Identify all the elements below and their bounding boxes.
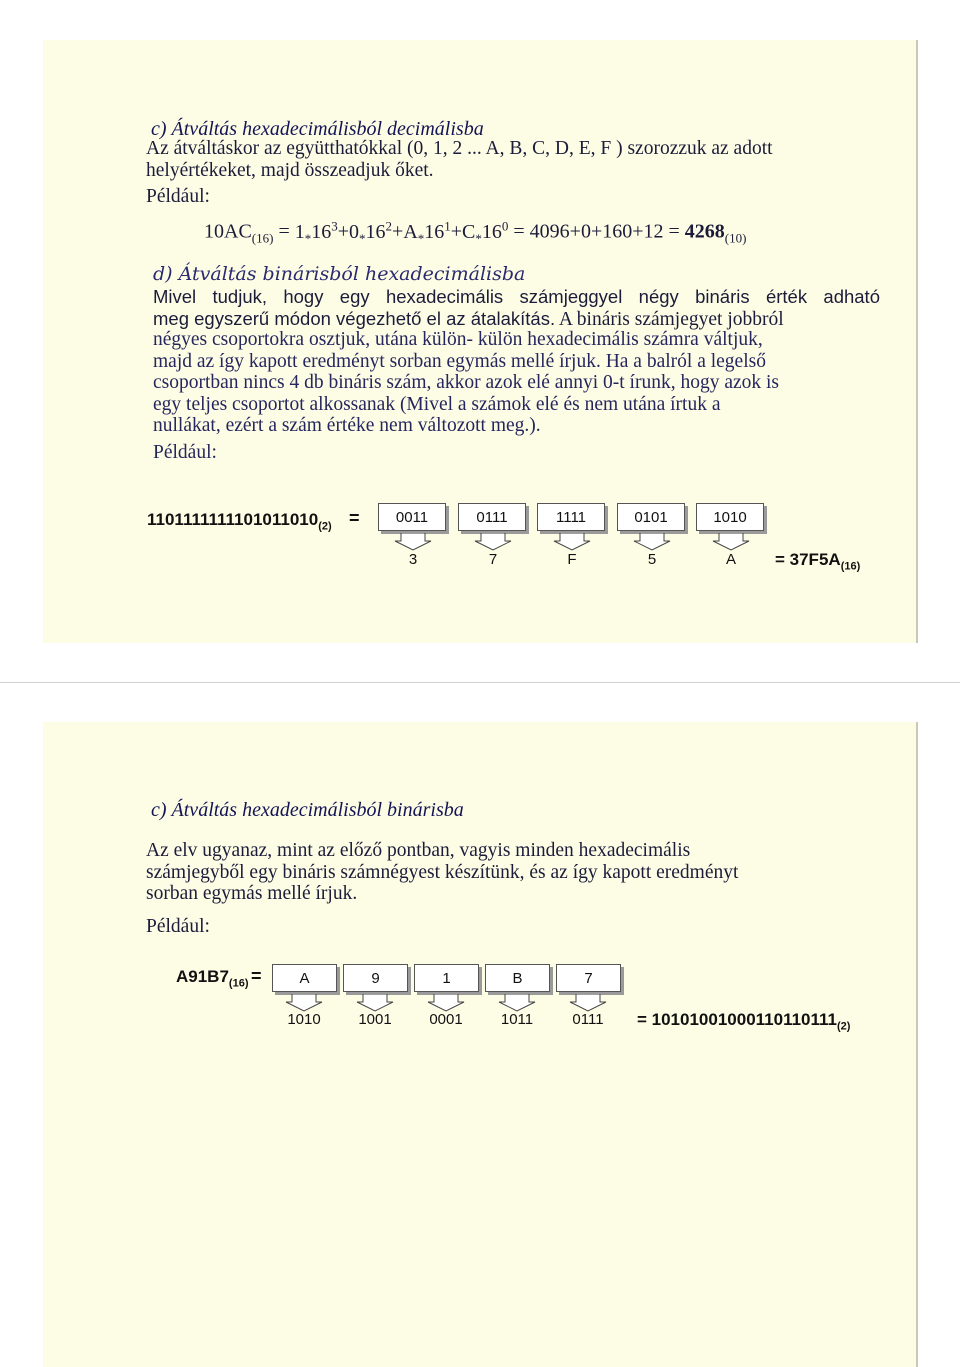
binary-group-box: 0011: [378, 503, 446, 531]
paragraph-hex-to-decimal: [146, 138, 773, 181]
diagram-input: $1101111111101011010_{(2)}$: [147, 510, 332, 533]
hex-digit: A: [725, 551, 736, 568]
example-label: Például:: [146, 916, 210, 937]
paragraph-line: egy teljes csoportot alkossanak (Mivel a számok elé és nem utána írtuk a: [153, 393, 721, 415]
diagram-result: = $10101001000110110111_{(2)}$: [637, 1010, 851, 1033]
hex-digit-box: 7: [556, 964, 621, 992]
down-arrow-icon: [568, 994, 608, 1012]
binary-group: 0111: [572, 1011, 604, 1028]
paragraph-line: Mivel tudjuk, hogy egy hexadecimális számjeggyel négy bináris érték adható: [153, 286, 880, 307]
paragraph-line: nullákat, ezért a szám értéke nem változott meg.).: [153, 415, 541, 436]
formula-term: $A_*16^1$: [403, 218, 451, 246]
down-arrow-icon: [497, 994, 537, 1012]
binary-group-box: 1010: [696, 503, 764, 531]
binary-group-box: 0111: [458, 503, 526, 531]
paragraph-binary-to-hex-intro: [153, 286, 880, 330]
example-label: Például:: [146, 186, 210, 207]
formula-lhs-base: (16): [251, 230, 274, 246]
hex-to-decimal-formula: $10AC_{(16)} = 1_*16^3+0_*16^2+A_*16^1+C_*16^0 = 4096+0+160+12 = 4268_{(10)}$: [204, 218, 747, 246]
down-arrow-icon: [473, 533, 513, 551]
binary-group: 0001: [429, 1011, 463, 1028]
hex-digit: F: [567, 551, 577, 568]
hex-digit-box: 9: [343, 964, 408, 992]
hex-digit-box: 1: [414, 964, 479, 992]
hex-digit-box: A: [272, 964, 337, 992]
formula-sum: 4096+0+160+12: [529, 220, 664, 243]
hex-digit: 7: [488, 551, 498, 568]
down-arrow-icon: [426, 994, 466, 1012]
paragraph-line: számjegyből egy bináris számnégyest készítünk, és az így kapott eredményt: [146, 861, 739, 883]
diagram-result: = $37F5A_{(16)}$: [775, 550, 861, 573]
heading-hex-to-binary: c) Átváltás hexadecimálisból binárisba: [151, 799, 464, 821]
paragraph-line: Az elv ugyanaz, mint az előző pontban, vagyis minden hexadecimális: [146, 840, 691, 861]
heading-binary-to-hex: d) Átváltás binárisból hexadecimálisba: [153, 263, 526, 285]
binary-group: 1010: [287, 1011, 321, 1028]
hex-digit: 3: [408, 551, 418, 568]
hex-digit: 5: [647, 551, 657, 568]
hex-digit-box: B: [485, 964, 550, 992]
down-arrow-icon: [632, 533, 672, 551]
paragraph-line: Az átváltáskor az együtthatókkal (0, 1, 2 ... A, B, C, D, E, F ) szorozzuk az adott: [146, 138, 773, 159]
down-arrow-icon: [393, 533, 433, 551]
page-divider: [0, 682, 960, 683]
formula-eq: =: [278, 220, 290, 243]
formula-result: 4268: [684, 220, 725, 243]
diagram-input: $A91B7_{(16)}$: [176, 967, 249, 990]
diagram-equals: =: [251, 966, 262, 986]
binary-group-box: 0101: [617, 503, 685, 531]
paragraph-line: helyértékeket, majd összeadjuk őket.: [146, 159, 434, 181]
paragraph-line: négyes csoportokra osztjuk, utána külön- külön hexadecimális számra váltjuk,: [153, 329, 763, 350]
formula-lhs: 10AC: [204, 220, 252, 243]
down-arrow-icon: [284, 994, 324, 1012]
down-arrow-icon: [711, 533, 751, 551]
binary-group-box: 1111: [537, 503, 605, 531]
formula-term: $C_*16^0$: [462, 218, 509, 246]
diagram-equals: =: [349, 508, 360, 528]
paragraph-line: majd az így kapott eredményt sorban egymás mellé írjuk. Ha a balról a legelső: [153, 350, 766, 372]
down-arrow-icon: [355, 994, 395, 1012]
binary-group: 1001: [358, 1011, 392, 1028]
example-label-2: Például:: [153, 442, 217, 463]
down-arrow-icon: [552, 533, 592, 551]
paragraph-line: meg egyszerű módon végezhető el az átalakítás. A bináris számjegyet jobbról: [153, 307, 784, 330]
paragraph-hex-to-binary: [146, 840, 872, 905]
paragraph-line: sorban egymás mellé írjuk.: [146, 883, 358, 904]
paragraph-line: csoportban nincs 4 db bináris szám, akkor azok elé annyi 0-t írunk, hogy azok is: [153, 372, 780, 393]
formula-term: $1_*16^3$: [294, 218, 338, 246]
formula-term: $0_*16^2$: [349, 218, 393, 246]
paragraph-binary-to-hex: [153, 329, 880, 437]
formula-result-base: (10): [724, 230, 747, 246]
slide-1: [43, 40, 918, 643]
binary-group: 1011: [500, 1011, 534, 1028]
heading-hex-to-decimal: c) Átváltás hexadecimálisból decimálisba: [151, 118, 484, 140]
slide-2: [43, 722, 918, 1367]
